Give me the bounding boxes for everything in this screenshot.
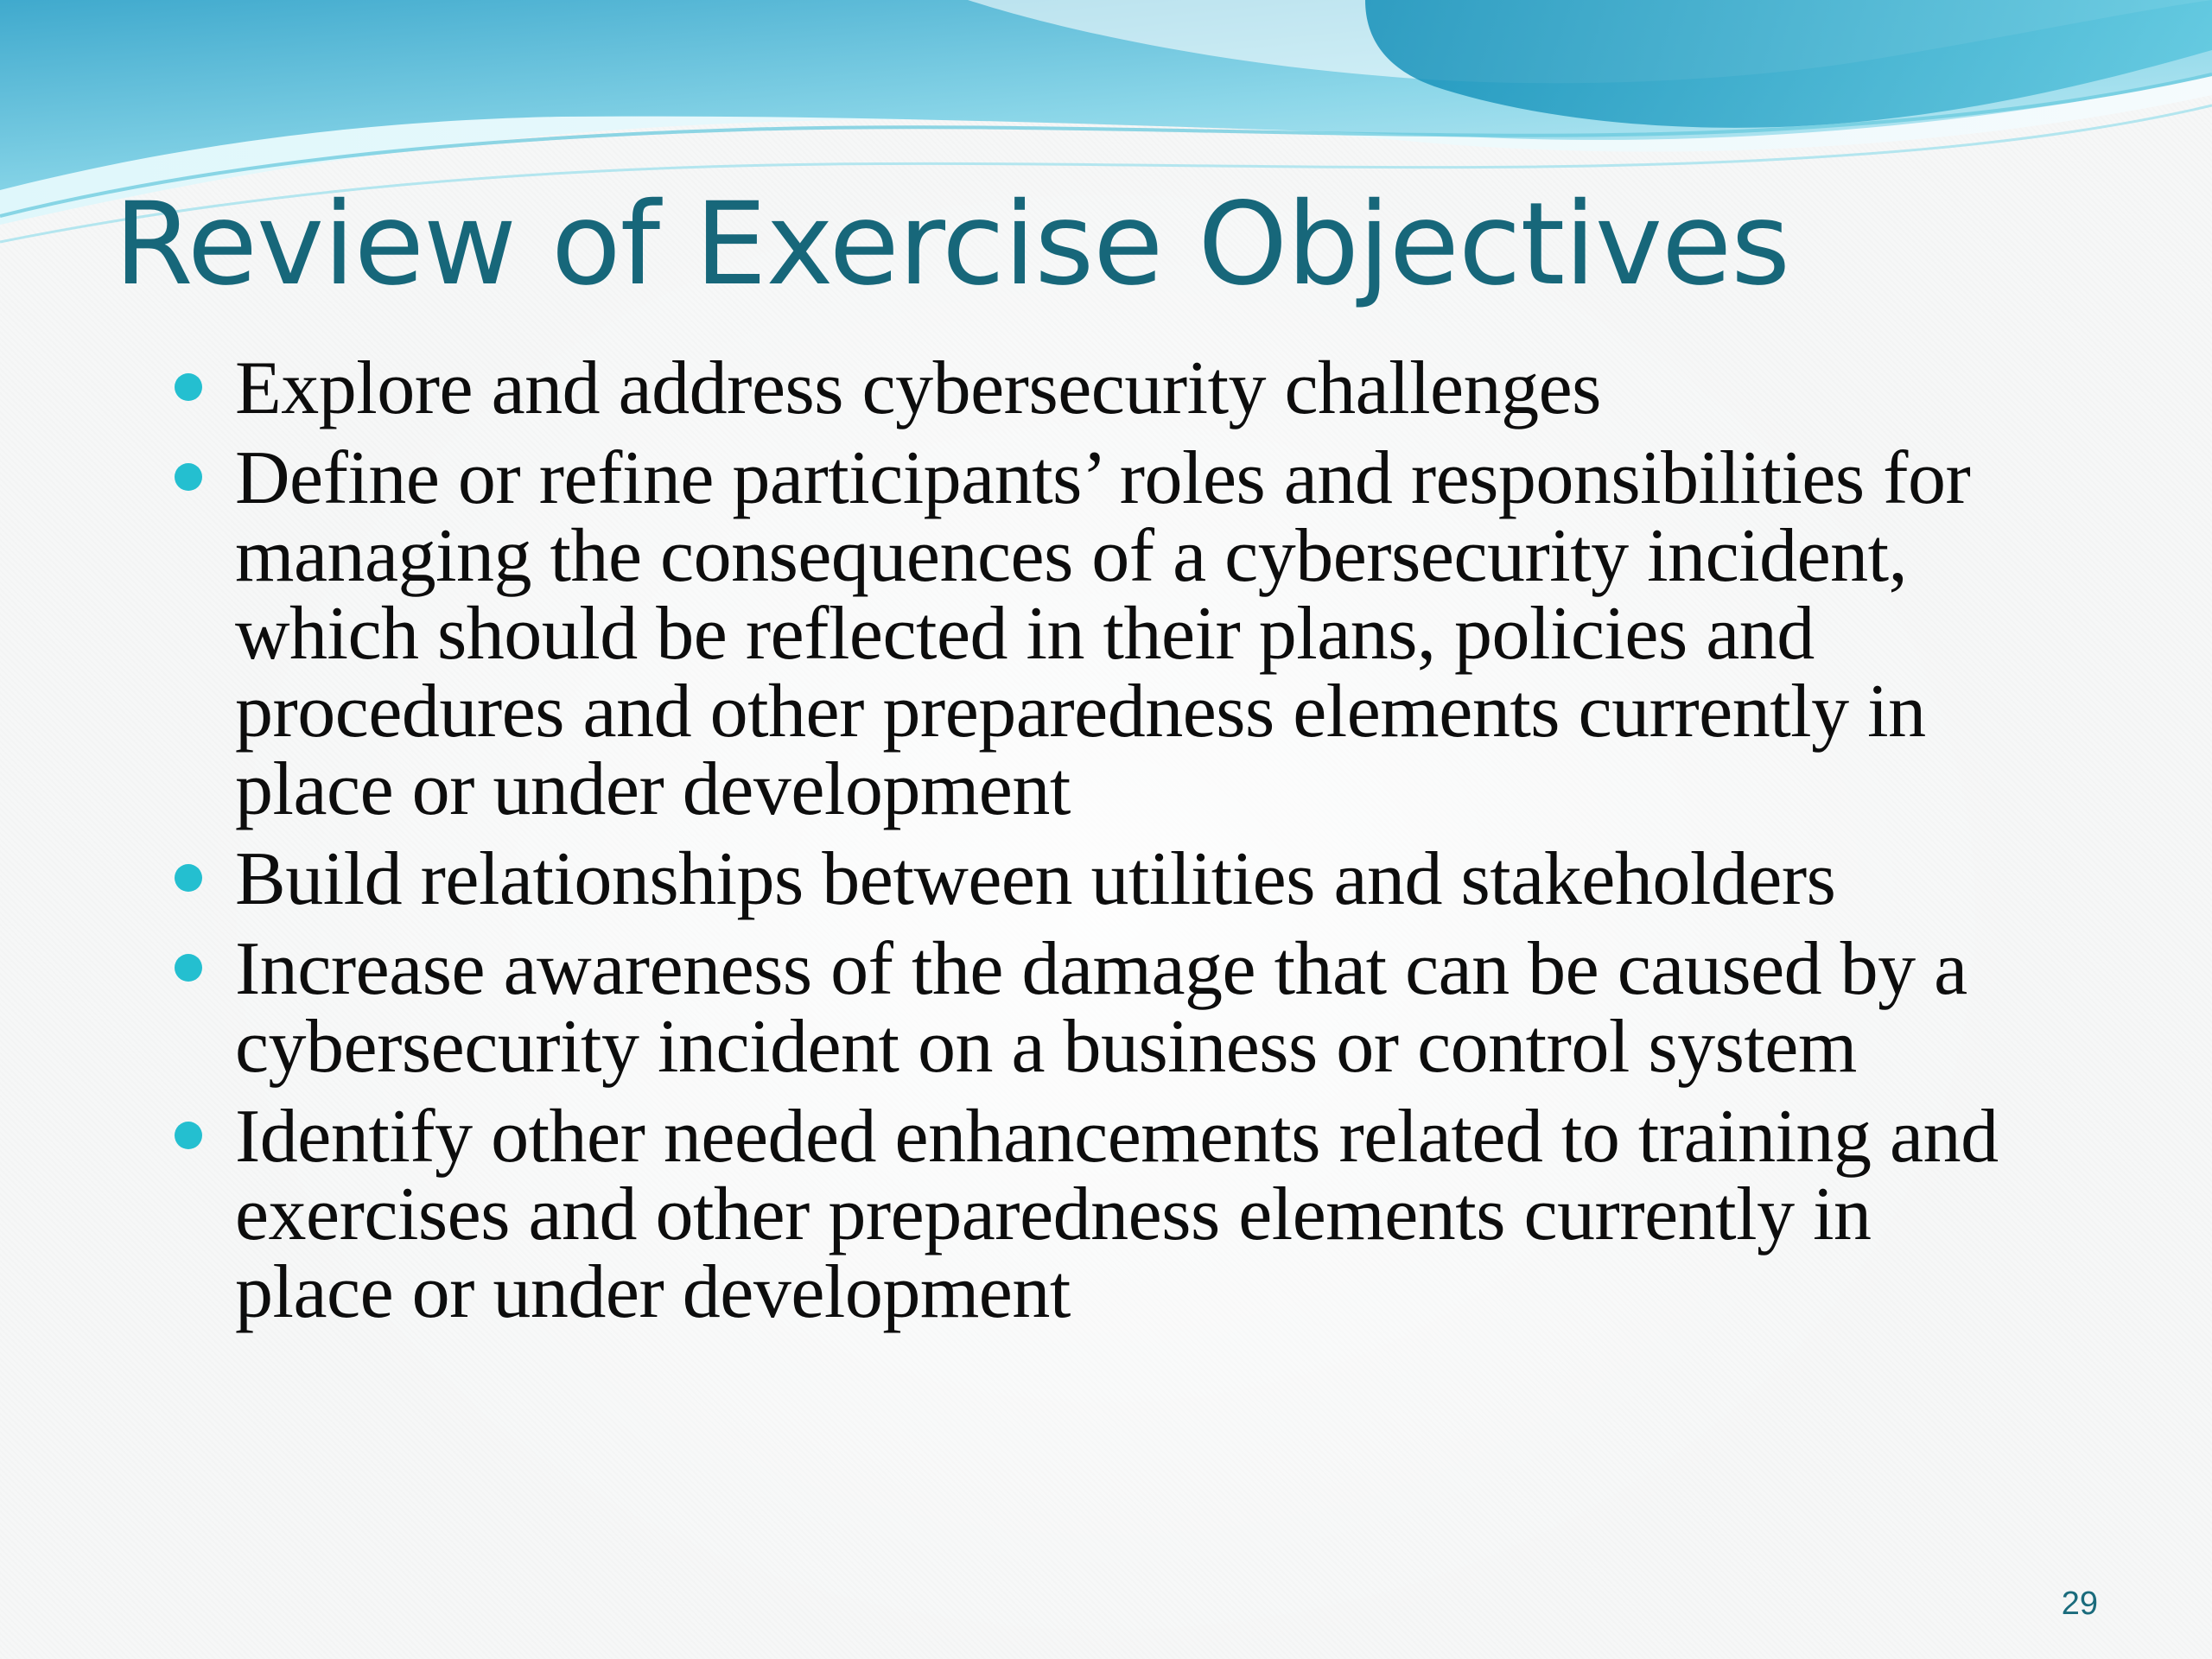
slide-title: Review of Exercise Objectives — [114, 178, 1790, 311]
bullet-item: Define or refine participants’ roles and responsibilities for managing the consequences of a cybersecurity incident, which should be reflected in their plans, policies and procedures and other preparedness elements currently in place or under development — [235, 440, 2006, 829]
bullet-item: Build relationships between utilities and stakeholders — [235, 841, 2006, 918]
page-number: 29 — [2061, 1586, 2098, 1622]
bullet-item: Identify other needed enhancements related to training and exercises and other preparedness elements currently in place or under development — [235, 1098, 2006, 1332]
bullet-item: Explore and address cybersecurity challenges — [235, 350, 2006, 428]
objectives-list — [235, 346, 2006, 1344]
bullet-item: Increase awareness of the damage that can be caused by a cybersecurity incident on a business or control system — [235, 931, 2006, 1086]
